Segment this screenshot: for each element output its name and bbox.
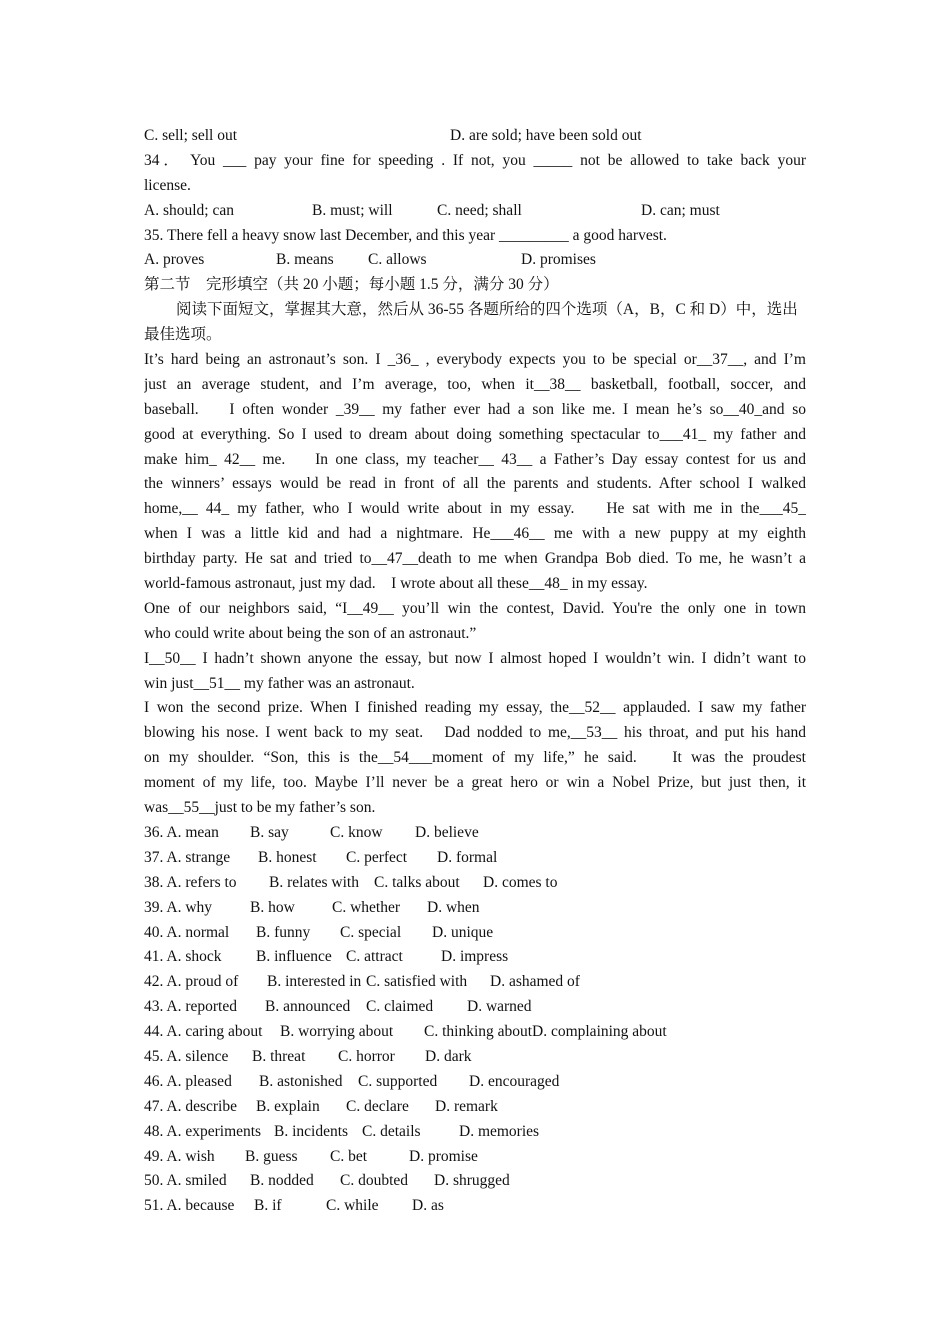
option-37-a: 37. A. strange xyxy=(144,848,231,866)
passage-line: home,__ 44_ my father, who I would write about in my essay. He sat with me in the___45_ xyxy=(144,500,806,518)
q34-option-b: B. must; will xyxy=(312,201,393,219)
passage-line: good at everything. So I used to dream about doing something spectacular to___41_ my father and xyxy=(144,425,806,443)
q34-option-c: C. need; shall xyxy=(437,201,522,219)
option-45-d: D. dark xyxy=(425,1047,472,1065)
option-row-44 xyxy=(144,1020,806,1045)
option-51-a: 51. A. because xyxy=(144,1197,235,1215)
passage-line: world-famous astronaut, just my dad. I wrote about all these__48_ in my essay. xyxy=(144,575,648,593)
passage-line: the winners’ essays would be read in front of all the parents and students. After school I walked xyxy=(144,475,806,493)
passage-line: on my shoulder. “Son, this is the__54___moment of my life,” he said. It was the proudest xyxy=(144,749,806,767)
q33-option-c: C. sell; sell out xyxy=(144,127,237,144)
option-36-d: D. believe xyxy=(415,823,479,841)
option-row-42 xyxy=(144,970,806,995)
option-row-45 xyxy=(144,1045,806,1070)
option-44-a: 44. A. caring about xyxy=(144,1023,263,1041)
option-36-c: C. know xyxy=(330,823,383,841)
option-44-c: C. thinking about xyxy=(424,1023,533,1041)
q34-stem-line1: 34． You ___ pay your fine for speeding . If not, you _____ not be allowed to take back your xyxy=(144,151,806,169)
option-50-d: D. shrugged xyxy=(434,1172,510,1190)
passage-line: win just__51__ my father was an astronaut. xyxy=(144,674,415,692)
option-39-c: C. whether xyxy=(332,898,401,916)
q35-options-row xyxy=(144,248,806,273)
option-49-c: C. bet xyxy=(330,1147,368,1165)
q35-option-d: D. promises xyxy=(521,251,596,269)
option-row-51 xyxy=(144,1194,806,1219)
option-39-a: 39. A. why xyxy=(144,898,213,916)
q34-option-a: A. should; can xyxy=(144,201,234,219)
option-42-c: C. satisfied with xyxy=(366,973,468,991)
option-40-c: C. special xyxy=(340,923,402,941)
option-37-d: D. formal xyxy=(437,848,498,866)
option-42-d: D. ashamed of xyxy=(490,973,580,991)
option-39-d: D. when xyxy=(427,898,480,916)
option-43-c: C. claimed xyxy=(366,998,434,1016)
option-43-a: 43. A. reported xyxy=(144,998,237,1016)
option-50-b: B. nodded xyxy=(250,1172,314,1190)
option-50-c: C. doubted xyxy=(340,1172,409,1190)
passage-line: I won the second prize. When I finished reading my essay, the__52__ applauded. I saw my father xyxy=(144,699,806,717)
option-38-d: D. comes to xyxy=(483,873,558,891)
q33-option-d: D. are sold; have been sold out xyxy=(450,127,642,144)
option-38-a: 38. A. refers to xyxy=(144,873,237,891)
option-40-a: 40. A. normal xyxy=(144,923,230,941)
q34-options-row xyxy=(144,199,806,224)
option-row-41 xyxy=(144,945,806,970)
option-42-a: 42. A. proud of xyxy=(144,973,239,991)
option-45-a: 45. A. silence xyxy=(144,1047,229,1065)
option-38-b: B. relates with xyxy=(269,873,359,891)
option-46-b: B. astonished xyxy=(259,1072,343,1090)
q35-option-c: C. allows xyxy=(368,251,427,269)
option-46-c: C. supported xyxy=(358,1072,438,1090)
q35-stem: 35. There fell a heavy snow last December, and this year _________ a good harvest. xyxy=(144,226,667,244)
option-47-c: C. declare xyxy=(346,1097,409,1115)
option-47-a: 47. A. describe xyxy=(144,1097,237,1115)
option-48-a: 48. A. experiments xyxy=(144,1122,262,1140)
option-48-d: D. memories xyxy=(459,1122,540,1140)
option-row-49 xyxy=(144,1145,806,1170)
option-47-d: D. remark xyxy=(435,1097,498,1115)
option-43-b: B. announced xyxy=(265,998,351,1016)
section-instructions-line2: 最佳选项。 xyxy=(144,326,222,344)
passage-line: when I was a little kid and had a nightmare. He___46__ me with a new puppy at my eighth xyxy=(144,525,806,543)
q34-option-d: D. can; must xyxy=(641,201,720,219)
passage-line: moment of my life, too. Maybe I’ll never be a great hero or win a Nobel Prize, but just then, it xyxy=(144,774,806,792)
passage-line: make him_ 42__ me. In one class, my teacher__ 43__ a Father’s Day essay contest for us and xyxy=(144,450,806,468)
q34-stem-line2: license. xyxy=(144,176,191,194)
passage-line: birthday party. He sat and tried to__47__death to me when Grandpa Bob died. To me, he wasn’t a xyxy=(144,550,806,568)
cloze-options-list xyxy=(144,821,806,1219)
passage-line: baseball. I often wonder _39__ my father ever had a son like me. I mean he’s so__40_and so xyxy=(144,400,806,418)
passage-line: It’s hard being an astronaut’s son. I _36_ , everybody expects you to be special or__37__, and I’m xyxy=(144,351,806,369)
option-40-b: B. funny xyxy=(256,923,311,941)
option-48-b: B. incidents xyxy=(274,1122,349,1140)
option-36-a: 36. A. mean xyxy=(144,823,219,841)
option-37-b: B. honest xyxy=(258,848,317,866)
option-41-a: 41. A. shock xyxy=(144,948,222,966)
option-41-c: C. attract xyxy=(346,948,403,966)
passage-line: was__55__just to be my father’s son. xyxy=(144,799,376,817)
option-44-d: D. complaining about xyxy=(532,1023,667,1041)
option-48-c: C. details xyxy=(362,1122,421,1140)
option-49-d: D. promise xyxy=(409,1147,478,1165)
option-49-a: 49. A. wish xyxy=(144,1147,215,1165)
section-title: 第二节 完形填空（共 20 小题；每小题 1.5 分，满分 30 分） xyxy=(144,276,559,294)
option-row-39 xyxy=(144,896,806,921)
passage-line: I__50__ I hadn’t shown anyone the essay, but now I almost hoped I wouldn’t win. I didn’t want to xyxy=(144,649,806,667)
exam-page xyxy=(144,124,806,1219)
option-row-40 xyxy=(144,921,806,946)
option-51-b: B. if xyxy=(254,1197,282,1215)
passage-line: just an average student, and I’m average, too, when it__38__ basketball, football, soccer, and xyxy=(144,375,806,393)
option-row-37 xyxy=(144,846,806,871)
option-41-b: B. influence xyxy=(256,948,332,966)
option-46-d: D. encouraged xyxy=(469,1072,560,1090)
q33-options-row xyxy=(144,124,806,149)
passage-line: who could write about being the son of an astronaut.” xyxy=(144,624,477,642)
option-44-b: B. worrying about xyxy=(280,1023,394,1041)
option-43-d: D. warned xyxy=(467,998,532,1016)
option-45-c: C. horror xyxy=(338,1047,395,1065)
option-45-b: B. threat xyxy=(252,1047,306,1065)
option-40-d: D. unique xyxy=(432,923,494,941)
q35-option-b: B. means xyxy=(276,251,334,269)
option-row-43 xyxy=(144,995,806,1020)
option-47-b: B. explain xyxy=(256,1097,320,1115)
option-41-d: D. impress xyxy=(441,948,509,966)
option-row-38 xyxy=(144,871,806,896)
passage-line: One of our neighbors said, “I__49__ you’ll win the contest, David. You're the only one in town xyxy=(144,599,806,617)
cloze-passage xyxy=(144,348,806,821)
option-row-47 xyxy=(144,1095,806,1120)
option-36-b: B. say xyxy=(250,823,289,841)
option-42-b: B. interested in xyxy=(267,973,362,991)
option-49-b: B. guess xyxy=(245,1147,298,1165)
option-38-c: C. talks about xyxy=(374,873,460,891)
option-row-36 xyxy=(144,821,806,846)
option-row-48 xyxy=(144,1120,806,1145)
option-51-d: D. as xyxy=(412,1197,444,1215)
q35-option-a: A. proves xyxy=(144,251,205,269)
passage-line: blowing his nose. I went back to my seat. Dad nodded to me,__53__ his throat, and put his hand xyxy=(144,724,806,742)
option-row-46 xyxy=(144,1070,806,1095)
option-46-a: 46. A. pleased xyxy=(144,1072,232,1090)
option-51-c: C. while xyxy=(326,1197,379,1215)
section-instructions-line1: 阅读下面短文，掌握其大意，然后从 36-55 各题所给的四个选项（A，B，C 和 D）中，选出 xyxy=(176,301,798,319)
option-37-c: C. perfect xyxy=(346,848,408,866)
option-50-a: 50. A. smiled xyxy=(144,1172,227,1190)
option-row-50 xyxy=(144,1169,806,1194)
option-39-b: B. how xyxy=(250,898,295,916)
